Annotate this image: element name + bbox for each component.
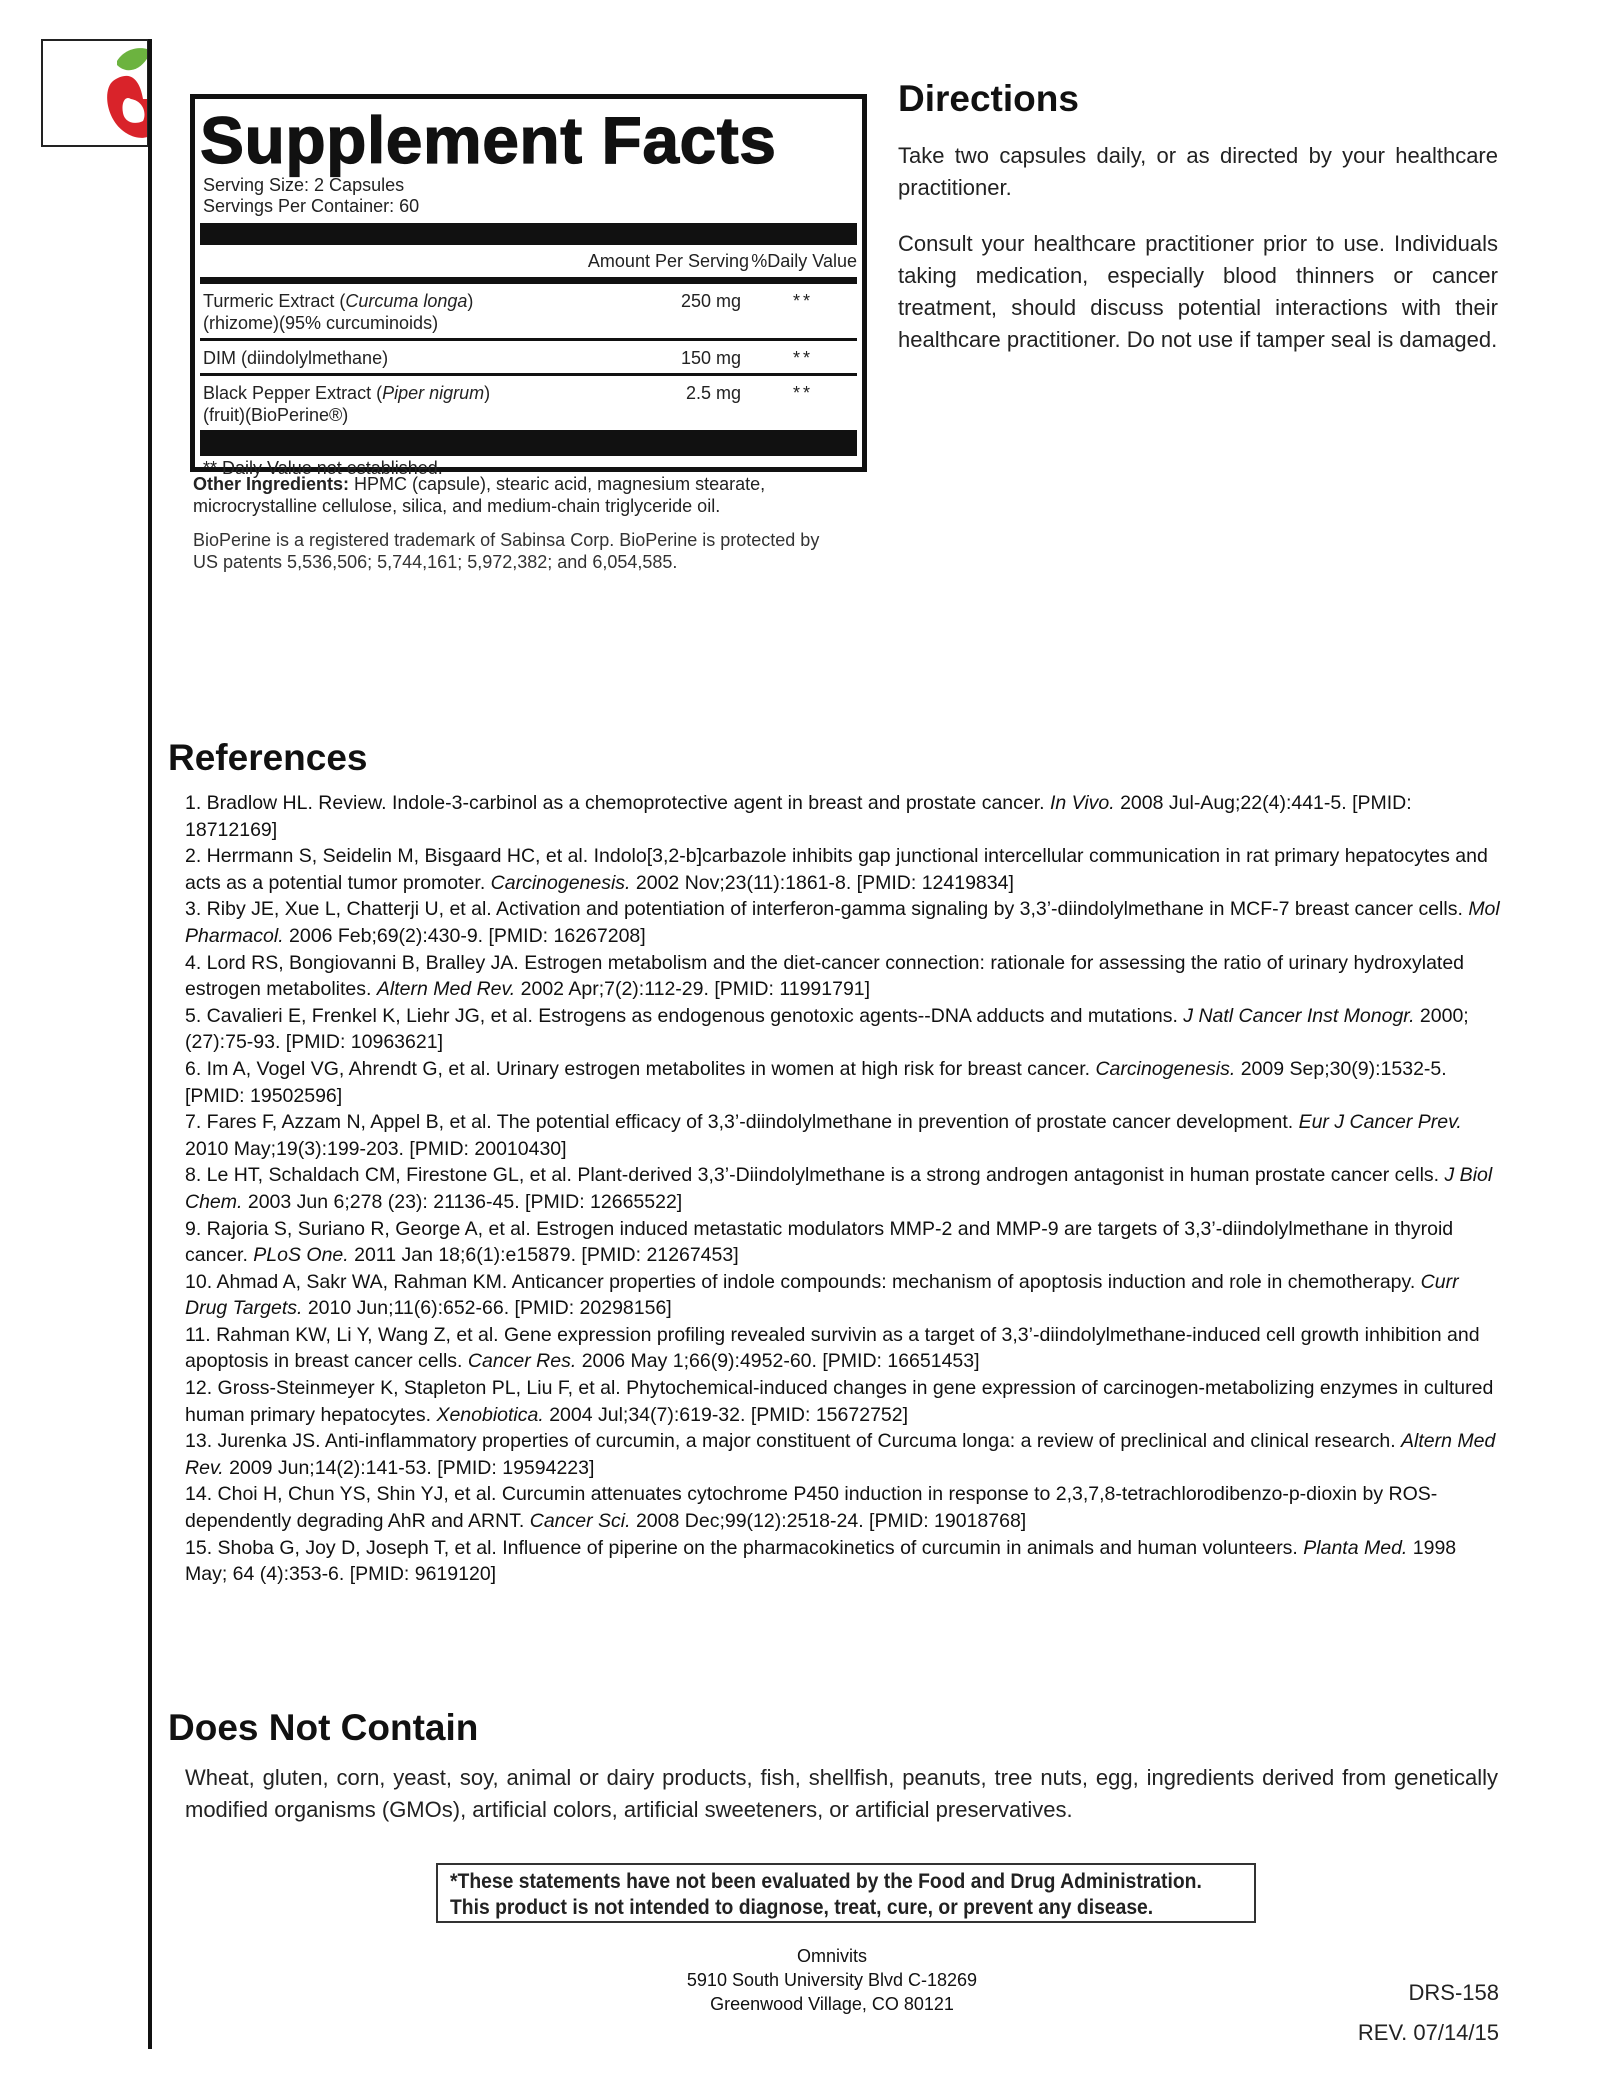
servings-per-container: Servings Per Container: 60: [203, 196, 420, 216]
ingredient-name: DIM (diindolylmethane): [203, 348, 389, 368]
references-heading: References: [168, 737, 368, 778]
reference-item: 7. Fares F, Azzam N, Appel B, et al. The potential efficacy of 3,3’-diindolylmethane in prevention of prostate cancer development. Eur J Cancer Prev. 2010 May;19(3):199-203. [PMID: 20010430]: [185, 1111, 1462, 1160]
revision-date: REV. 07/14/15: [1357, 2020, 1499, 2045]
document-code: DRS-158: [1408, 1980, 1499, 2005]
facts-row: [200, 284, 857, 341]
reference-item: 5. Cavalieri E, Frenkel K, Liehr JG, et al. Estrogens as endogenous genotoxic agents--DNA adducts and mutations. J Natl Cancer Inst Monogr. 2000;(27):75-93. [PMID: 10963621]: [185, 1004, 1469, 1054]
ingredient-daily-value: **: [792, 383, 813, 403]
amount-header: Amount Per Serving: [587, 250, 749, 271]
reference-item: 8. Le HT, Schaldach CM, Firestone GL, et al. Plant-derived 3,3’-Diindolylmethane is a strong androgen antagonist in human prostate cancer cells. J Biol Chem. 2003 Jun 6;278 (23): 21136-45. [PMID: 12665522]: [185, 1164, 1493, 1213]
apple-logo-icon: [43, 41, 149, 147]
reference-item: 15. Shoba G, Joy D, Joseph T, et al. Influence of piperine on the pharmacokinetics of curcumin in animals and human volunteers. Planta Med. 1998 May; 64 (4):353-6. [PMID: 9619120]: [185, 1536, 1457, 1586]
does-not-contain-heading: Does Not Contain: [168, 1707, 479, 1748]
company-address: [632, 1944, 1032, 2016]
directions-heading: Directions: [898, 78, 1079, 119]
other-ingredients-text: HPMC (capsule), stearic acid, magnesium stearate, microcrystalline cellulose, silica, and medium-chain triglyceride oil.: [193, 474, 766, 516]
serving-size: Serving Size: 2 Capsules: [203, 175, 405, 195]
reference-item: 9. Rajoria S, Suriano R, George A, et al. Estrogen induced metastatic modulators MMP-2 and MMP-9 are targets of 3,3’-diindolylmethane in thyroid cancer. PLoS One. 2011 Jan 18;6(1):e15879. [PMID: 21267453]: [185, 1217, 1454, 1267]
ingredient-name: Black Pepper Extract (Piper nigrum) (fruit)(BioPerine®): [203, 383, 491, 425]
ingredient-name: Turmeric Extract (Curcuma longa) (rhizome)(95% curcuminoids): [203, 291, 474, 333]
reference-item: 6. Im A, Vogel VG, Ahrendt G, et al. Urinary estrogen metabolites in women at high risk for breast cancer. Carcinogenesis. 2009 Sep;30(9):1532-5. [PMID: 19502596]: [185, 1057, 1447, 1107]
ingredient-daily-value: **: [792, 291, 813, 311]
reference-item: 2. Herrmann S, Seidelin M, Bisgaard HC, et al. Indolo[3,2-b]carbazole inhibits gap junctional intercellular communication in rat primary hepatocytes and acts as a potential tumor promoter. Carcinogenesis. 2002 Nov;23(11):1861-8. [PMID: 12419834]: [185, 845, 1488, 894]
facts-bottom-bar: [200, 430, 857, 456]
reference-item: 14. Choi H, Chun YS, Shin YJ, et al. Curcumin attenuates cytochrome P450 induction in response to 2,3,7,8-tetrachlorodibenzo-p-dioxin by ROS-dependently degrading AhR and ARNT. Cancer Sci. 2008 Dec;99(12):2518-24. [PMID: 19018768]: [185, 1483, 1438, 1533]
street-address: 5910 South University Blvd C-18269: [686, 1970, 978, 1990]
references-list: [185, 790, 1503, 1588]
ingredient-amount: 2.5 mg: [685, 383, 741, 403]
directions-text: Take two capsules daily, or as directed by your healthcare practitioner.: [898, 143, 1498, 200]
other-ingredients: [193, 473, 833, 517]
fda-disclaimer-line1: *These statements have not been evaluated by the Food and Drug Administration.: [450, 1870, 1202, 1893]
fda-disclaimer-line2: This product is not intended to diagnose, treat, cure, or prevent any disease.: [450, 1896, 1154, 1919]
facts-row: [200, 341, 857, 376]
company-name: Omnivits: [796, 1946, 867, 1966]
facts-row: [200, 376, 857, 430]
ingredient-daily-value: **: [792, 348, 813, 368]
facts-divider-bar: [200, 223, 857, 245]
reference-item: 13. Jurenka JS. Anti-inflammatory properties of curcumin, a major constituent of Curcuma longa: a review of preclinical and clinical research. Altern Med Rev. 2009 Jun;14(2):141-53. [PMID: 19594223]: [185, 1430, 1496, 1479]
city-state-zip: Greenwood Village, CO 80121: [710, 1994, 954, 2014]
reference-item: 12. Gross-Steinmeyer K, Stapleton PL, Liu F, et al. Phytochemical-induced changes in gene expression of carcinogen-metabolizing enzymes in cultured human primary hepatocytes. Xenobiotica. 2004 Jul;34(7):619-32. [PMID: 15672752]: [185, 1377, 1494, 1426]
ingredient-amount: 150 mg: [680, 348, 741, 368]
brand-logo: [41, 39, 149, 147]
reference-item: 3. Riby JE, Xue L, Chatterji U, et al. Activation and potentiation of interferon-gamma signaling by 3,3’-diindolylmethane in MCF-7 breast cancer cells. Mol Pharmacol. 2006 Feb;69(2):430-9. [PMID: 16267208]: [185, 898, 1500, 947]
other-ingredients-label: Other Ingredients:: [193, 474, 350, 494]
supplement-facts-panel: [190, 94, 867, 478]
daily-value-footnote: ** Daily Value not established.: [203, 458, 443, 478]
reference-item: 1. Bradlow HL. Review. Indole-3-carbinol as a chemoprotective agent in breast and prostate cancer. In Vivo. 2008 Jul-Aug;22(4):441-5. [PMID: 18712169]: [185, 792, 1412, 841]
fda-disclaimer-box: [436, 1863, 1256, 1923]
daily-value-header: %Daily Value: [751, 250, 857, 271]
bioperine-trademark-note: BioPerine is a registered trademark of Sabinsa Corp. BioPerine is protected by US patents 5,536,506; 5,744,161; 5,972,382; and 6,054,585.: [193, 530, 820, 572]
facts-column-header: [200, 245, 857, 284]
does-not-contain-text: Wheat, gluten, corn, yeast, soy, animal or dairy products, fish, shellfish, peanuts, tree nuts, egg, ingredients derived from genetically modified organisms (GMOs), artificial colors, artificial sweeteners, or artificial preservatives.: [185, 1765, 1498, 1822]
reference-item: 10. Ahmad A, Sakr WA, Rahman KM. Anticancer properties of indole compounds: mechanism of apoptosis induction and role in chemotherapy. Curr Drug Targets. 2010 Jun;11(6):652-66. [PMID: 20298156]: [185, 1270, 1459, 1320]
reference-item: 4. Lord RS, Bongiovanni B, Bralley JA. Estrogen metabolism and the diet-cancer connection: rationale for assessing the ratio of urinary hydroxylated estrogen metabolites. Altern Med Rev. 2002 Apr;7(2):112-29. [PMID: 11991791]: [185, 951, 1465, 1001]
directions-warning: Consult your healthcare practitioner prior to use. Individuals taking medication, especially blood thinners or cancer treatment, should discuss potential interactions with their healthcare practitioner. Do not use if tamper seal is damaged.: [898, 231, 1498, 352]
ingredient-amount: 250 mg: [680, 291, 741, 311]
supplement-facts-title: Supplement Facts: [200, 103, 777, 177]
left-margin-rule: [148, 39, 152, 2049]
reference-item: 11. Rahman KW, Li Y, Wang Z, et al. Gene expression profiling revealed survivin as a target of 3,3’-diindolylmethane-induced cell growth inhibition and apoptosis in breast cancer cells. Cancer Res. 2006 May 1;66(9):4952-60. [PMID: 16651453]: [185, 1323, 1480, 1373]
